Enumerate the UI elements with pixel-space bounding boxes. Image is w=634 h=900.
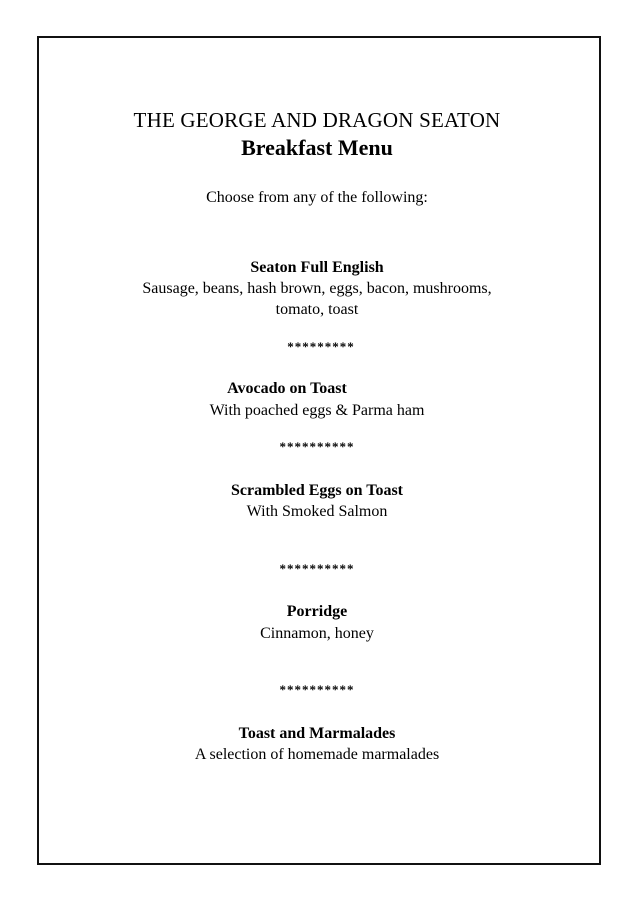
dish-name-avocado-on-toast: Avocado on Toast xyxy=(227,380,347,397)
separator-stars: ********** xyxy=(279,561,355,576)
menu-title: Breakfast Menu xyxy=(241,135,393,160)
dish-description: tomato, toast xyxy=(275,301,359,318)
venue-name: THE GEORGE AND DRAGON SEATON xyxy=(133,108,501,132)
dish-name-toast-and-marmalades: Toast and Marmalades xyxy=(238,725,396,742)
separator-stars: ********* xyxy=(287,339,355,354)
separator-stars: ********** xyxy=(279,682,355,697)
dish-name-seaton-full-english: Seaton Full English xyxy=(250,259,384,276)
dish-description: A selection of homemade marmalades xyxy=(194,746,440,763)
dish-description: Cinnamon, honey xyxy=(260,625,374,642)
dish-description: With poached eggs & Parma ham xyxy=(209,402,425,419)
dish-name-porridge: Porridge xyxy=(286,603,348,620)
dish-name-scrambled-eggs-on-toast: Scrambled Eggs on Toast xyxy=(230,482,404,499)
separator-stars: ********** xyxy=(279,439,355,454)
dish-description: With Smoked Salmon xyxy=(246,503,388,520)
menu-intro: Choose from any of the following: xyxy=(206,189,428,206)
dish-description: Sausage, beans, hash brown, eggs, bacon, mushrooms, xyxy=(142,280,492,297)
